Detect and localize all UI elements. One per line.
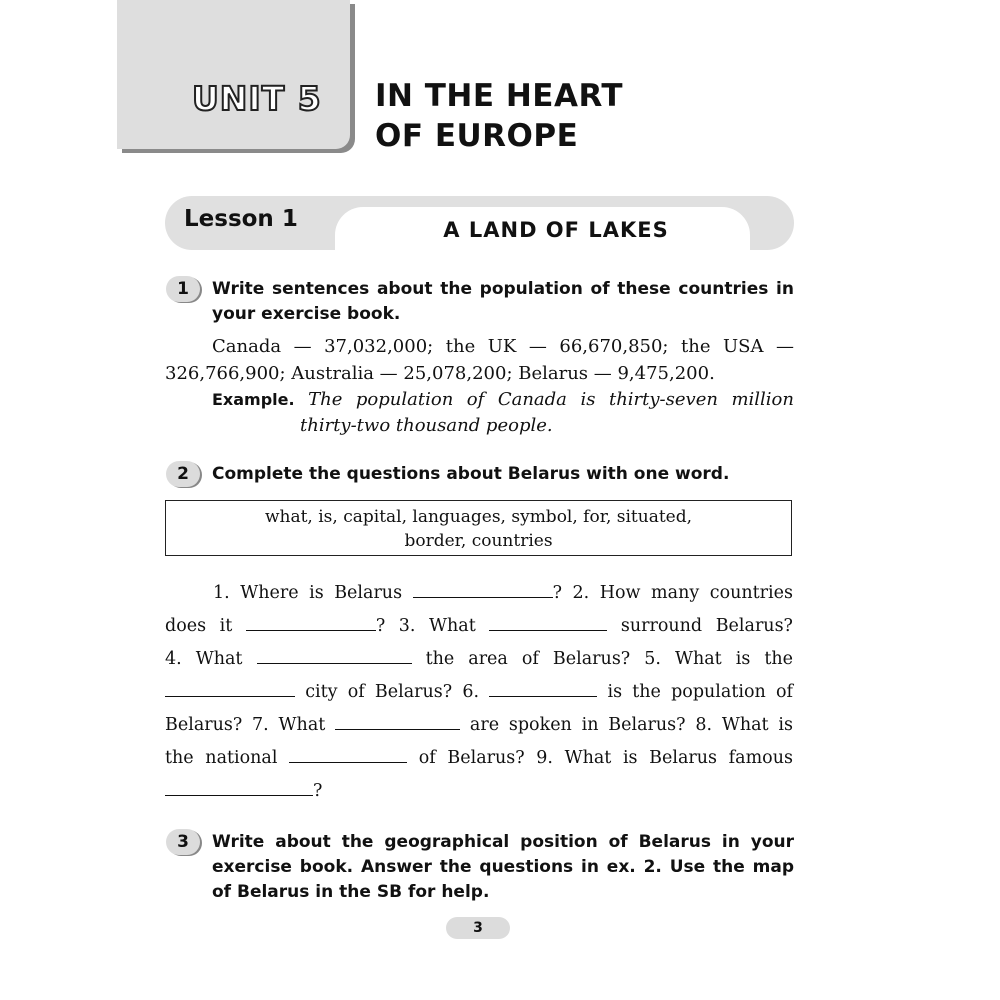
example-text-line2: thirty-two thousand people. [300,415,553,436]
example-text-line1: The population of Canada is thirty-seven million [308,389,794,410]
word-box-line2: border, countries [404,531,553,551]
unit-title-line1: IN THE HEART [375,78,624,114]
exercise-3-number: 3 [166,829,200,855]
question-line [165,709,793,742]
lesson-title: A LAND OF LAKES [443,218,669,242]
question-text: city of Belarus? 6. [305,682,480,702]
answer-blank-8[interactable] [289,748,407,763]
exercise-1-data-line1: Canada — 37,032,000; the UK — 66,670,850; the USA — [212,336,794,357]
lesson-number: Lesson 1 [184,206,298,232]
answer-blank-5[interactable] [165,682,295,697]
exercise-1-example [212,386,794,413]
question-line [165,775,793,808]
word-box-line1: what, is, capital, languages, symbol, for, situated, [264,507,693,527]
exercise-1-number: 1 [166,276,200,302]
page-number: 3 [446,917,510,939]
answer-blank-7[interactable] [335,715,460,730]
question-text: surround Belarus? [620,616,793,636]
question-line [165,610,793,643]
question-text: the area of Belarus? 5. What is the [425,649,793,669]
gap-fill-questions [165,577,793,808]
exercise-1-data-line2: 326,766,900; Australia — 25,078,200; Belarus — 9,475,200. [165,363,715,384]
question-text: is the population of [607,682,793,702]
question-text: the national [165,748,278,768]
question-line [165,643,793,676]
question-text: ? [313,781,323,801]
answer-blank-4[interactable] [257,649,412,664]
answer-blank-6[interactable] [489,682,597,697]
answer-blank-9[interactable] [165,781,313,796]
answer-blank-2[interactable] [246,616,376,631]
answer-blank-1[interactable] [413,583,553,598]
question-text: 4. What [165,649,243,669]
unit-label: UNIT 5 [192,79,322,118]
question-text: are spoken in Belarus? 8. What is [469,715,793,735]
question-line [165,676,793,709]
question-line [165,577,793,610]
question-text: of Belarus? 9. What is Belarus famous [418,748,793,768]
question-text: ? 2. How many countries [552,583,793,603]
exercise-3-instruction: Write about the geographical position of Belarus in your exercise book. Answer the questions in ex. 2. Use the map of Belarus in the SB for help. [212,832,794,902]
question-text: ? 3. What [375,616,476,636]
unit-tab [117,0,350,149]
example-label: Example. [212,390,295,409]
exercise-2-number: 2 [166,461,200,487]
answer-blank-3[interactable] [489,616,607,631]
exercise-1-instruction: Write sentences about the population of these countries in your exercise book. [212,279,794,324]
question-text: does it [165,616,233,636]
exercise-2-instruction: Complete the questions about Belarus with one word. [212,464,730,484]
word-box [165,500,792,556]
question-text: 1. Where is Belarus [213,583,403,603]
question-line [165,742,793,775]
unit-title-line2: OF EUROPE [375,118,579,154]
unit-title [375,76,775,156]
question-text: Belarus? 7. What [165,715,326,735]
